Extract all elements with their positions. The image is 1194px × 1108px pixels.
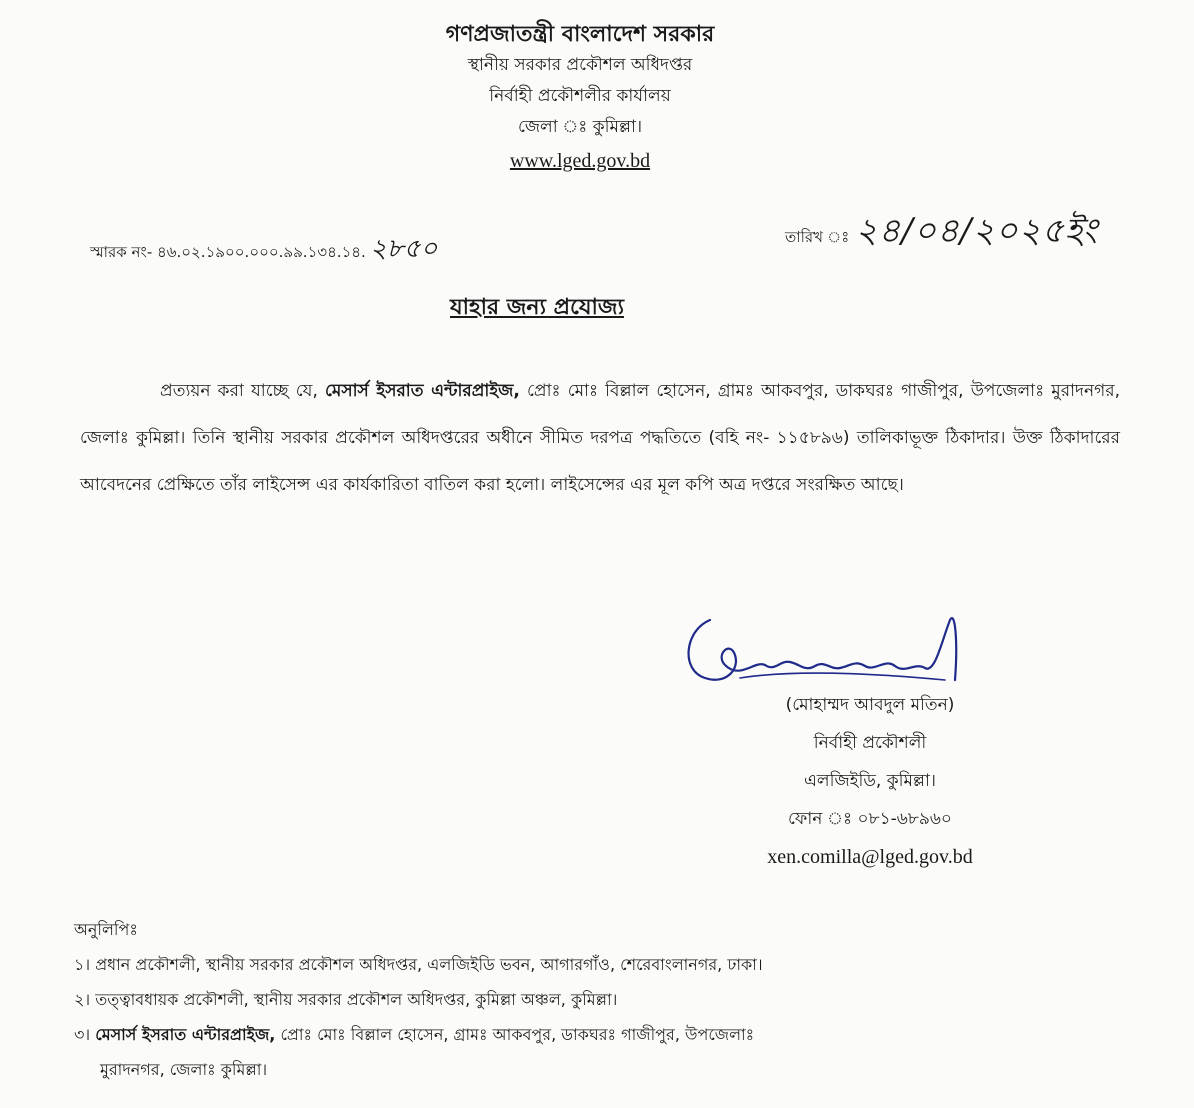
department-name: স্থানীয় সরকার প্রকৌশল অধিদপ্তর — [467, 55, 693, 75]
subject-heading: যাহার জন্য প্রযোজ্য — [450, 295, 624, 320]
copy-item-3-firm: মেসার্স ইসরাত এন্টারপ্রাইজ, — [95, 1025, 276, 1044]
copy-item-2: ২। তত্ত্বাবধায়ক প্রকৌশলী, স্থানীয় সরকার প্রকৌশল অধিদপ্তর, কুমিল্লা অঞ্চল, কুমিল্লা। — [74, 990, 618, 1009]
memo-number — [90, 228, 437, 272]
signatory-email[interactable]: xen.comilla@lged.gov.bd — [767, 846, 973, 868]
copy-item-3 — [74, 1017, 1134, 1052]
date-label: তারিখ ঃ — [785, 228, 850, 246]
signatory-office: এলজিইডি, কুমিল্লা। — [804, 771, 936, 791]
body-intro: প্রত্যয়ন করা যাচ্ছে যে, — [160, 381, 325, 401]
issue-date — [785, 205, 1098, 262]
signatory-designation: নির্বাহী প্রকৌশলী — [813, 733, 927, 753]
government-title: গণপ্রজাতন্ত্রী বাংলাদেশ সরকার — [445, 22, 715, 47]
letterhead — [300, 20, 860, 179]
signatory-block — [720, 686, 1020, 876]
certificate-body — [80, 368, 1120, 509]
memo-handwritten-number: ২৮৫০ — [369, 234, 438, 264]
copy-item-3-continued: মুরাদনগর, জেলাঃ কুমিল্লা। — [100, 1060, 268, 1079]
office-name: নির্বাহী প্রকৌশলীর কার্যালয় — [489, 86, 671, 106]
copies-title: অনুলিপিঃ — [74, 920, 138, 939]
signatory-name: (মোহাম্মদ আবদুল মতিন) — [785, 695, 955, 715]
signatory-phone: ফোন ঃ ০৮১-৬৮৯৬০ — [788, 809, 952, 829]
body-firm-name: মেসার্স ইসরাত এন্টারপ্রাইজ, — [325, 381, 520, 401]
copy-distribution — [74, 912, 1134, 1087]
website-link[interactable]: www.lged.gov.bd — [509, 150, 651, 172]
copy-item-3-prefix: ৩। — [74, 1025, 96, 1044]
district-name: জেলা ঃ কুমিল্লা। — [517, 117, 643, 137]
copy-item-1: ১। প্রধান প্রকৌশলী, স্থানীয় সরকার প্রকৌশল অধিদপ্তর, এলজিইডি ভবন, আগারগাঁও, শেরেবাংলানগর, ঢাকা। — [74, 955, 763, 974]
copy-item-3-rest: প্রোঃ মোঃ বিল্লাল হোসেন, গ্রামঃ আকবপুর, ডাকঘরঃ গাজীপুর, উপজেলাঃ — [275, 1025, 755, 1044]
date-handwritten-value: ২৪/০৪/২০২৫ইং — [855, 211, 1099, 251]
body-rest: প্রোঃ মোঃ বিল্লাল হোসেন, গ্রামঃ আকবপুর, ডাকঘরঃ গাজীপুর, উপজেলাঃ মুরাদনগর, জেলাঃ কুমিল্লা। তিনি স্থানীয় সরকার প্রকৌশল অধিদপ্তরের অধীনে সীমিত দরপত্র পদ্ধতিতে (বহি নং- ১১৫৮৯৬) তালিকাভূক্ত ঠিকাদার। উক্ত ঠিকাদারের আবেদনের প্রেক্ষিতে তাঁর লাইসেন্স এর কার্যকারিতা বাতিল করা হলো। লাইসেন্সের এর মূল কপি অত্র দপ্তরে সংরক্ষিত আছে। — [80, 381, 1121, 495]
memo-label: স্মারক নং- ৪৬.০২.১৯০০.০০০.৯৯.১৩৪.১৪. — [90, 243, 366, 261]
